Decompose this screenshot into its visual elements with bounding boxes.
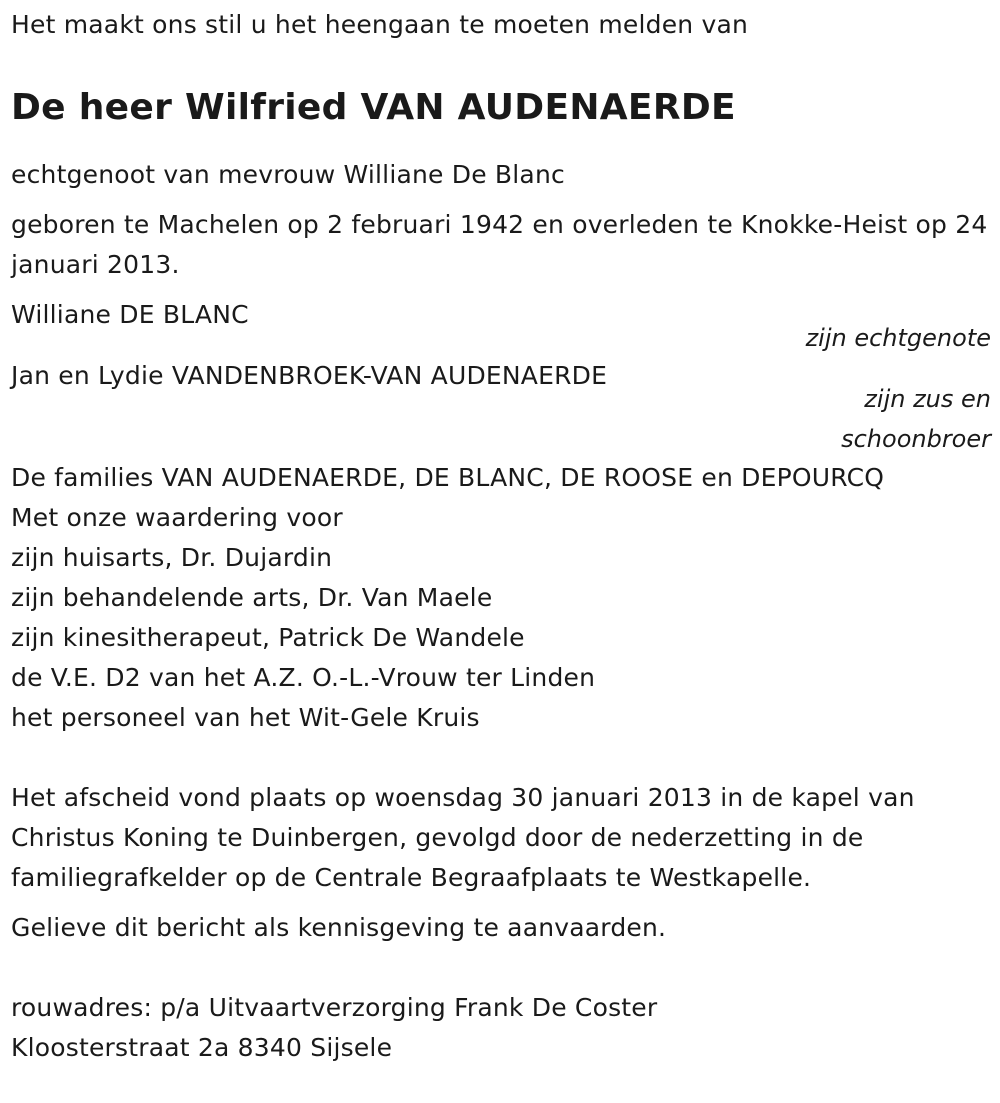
birth-death-text: geboren te Machelen op 2 februari 1942 en overleden te Knokke-Heist op 24 januari 2013.: [11, 210, 988, 279]
appreciation-item: het personeel van het Wit-Gele Kruis: [11, 703, 480, 732]
deceased-name: De heer Wilfried VAN AUDENAERDE: [11, 87, 736, 128]
appreciation-item: zijn behandelende arts, Dr. Van Maele: [11, 583, 493, 612]
mourner-name: Williane DE BLANC: [11, 300, 249, 329]
acknowledgement-request: Gelieve dit bericht als kennisgeving te aanvaarden.: [11, 913, 667, 942]
appreciation-item: zijn kinesitherapeut, Patrick De Wandele: [11, 623, 525, 652]
spacer: [11, 738, 991, 778]
spacer: [11, 948, 991, 988]
mourning-address-street: Kloosterstraat 2a 8340 Sijsele: [11, 1033, 393, 1062]
mourning-address: rouwadres: p/a Uitvaartverzorging Frank De Coster: [11, 993, 658, 1022]
mourner-relation: zijn zus en schoonbroer: [841, 385, 991, 453]
spouse-line: echtgenoot van mevrouw Williane De Blanc: [11, 160, 565, 189]
death-notice: [11, 0, 991, 1068]
intro-text: Het maakt ons stil u het heengaan te moeten melden van: [11, 10, 749, 39]
families-line: De families VAN AUDENAERDE, DE BLANC, DE ROOSE en DEPOURCQ: [11, 463, 885, 492]
appreciation-item: de V.E. D2 van het A.Z. O.-L.-Vrouw ter Linden: [11, 663, 596, 692]
mourner-name: Jan en Lydie VANDENBROEK-VAN AUDENAERDE: [11, 361, 608, 390]
appreciation-heading: Met onze waardering voor: [11, 503, 343, 532]
farewell-text: Het afscheid vond plaats op woensdag 30 januari 2013 in de kapel van Christus Koning te Duinbergen, gevolgd door de nederzetting in de familiegrafkelder op de Centrale Begraafplaats te Westkapelle.: [11, 783, 915, 892]
appreciation-item: zijn huisarts, Dr. Dujardin: [11, 543, 333, 572]
mourner-relation: zijn echtgenote: [805, 324, 991, 352]
